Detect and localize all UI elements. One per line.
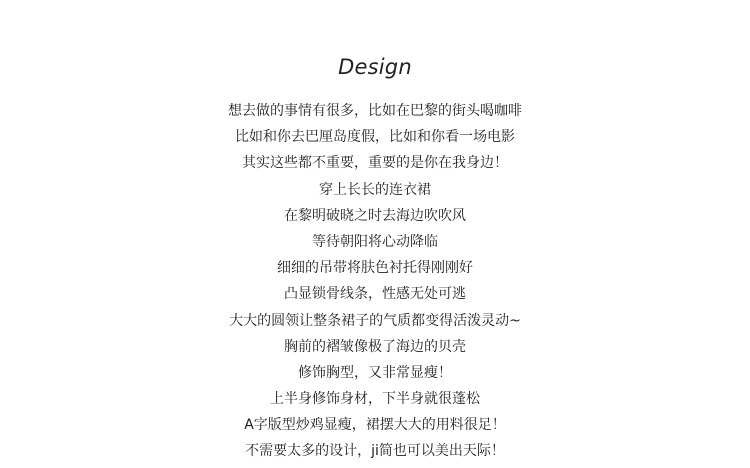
description-line: 穿上长长的连衣裙 bbox=[319, 181, 431, 198]
description-line: 其实这些都不重要，重要的是你在我身边！ bbox=[242, 155, 508, 172]
description-line: A字版型炒鸡显瘦，裙摆大大的用料很足！ bbox=[244, 417, 506, 434]
description-lines bbox=[0, 98, 750, 465]
description-line: 上半身修饰身材，下半身就很蓬松 bbox=[270, 391, 480, 408]
description-line: 等待朝阳将心动降临 bbox=[312, 233, 438, 250]
description-line: 想去做的事情有很多，比如在巴黎的街头喝咖啡 bbox=[228, 103, 522, 119]
description-line: 凸显锁骨线条，性感无处可逃 bbox=[284, 286, 466, 303]
description-line: 不需要太多的设计，ji简也可以美出天际！ bbox=[245, 443, 505, 460]
description-line: 在黎明破晓之时去海边吹吹风 bbox=[284, 207, 466, 224]
description-line: 修饰胸型，又非常显瘦！ bbox=[298, 364, 452, 381]
description-line: 胸前的褶皱像极了海边的贝壳 bbox=[284, 338, 466, 355]
section-title: Design bbox=[338, 55, 412, 79]
description-line: 比如和你去巴厘岛度假，比如和你看一场电影 bbox=[235, 129, 515, 146]
description-line: 细细的吊带将肤色衬托得刚刚好 bbox=[277, 260, 473, 277]
description-line: 大大的圆领让整条裙子的气质都变得活泼灵动~ bbox=[229, 312, 521, 329]
